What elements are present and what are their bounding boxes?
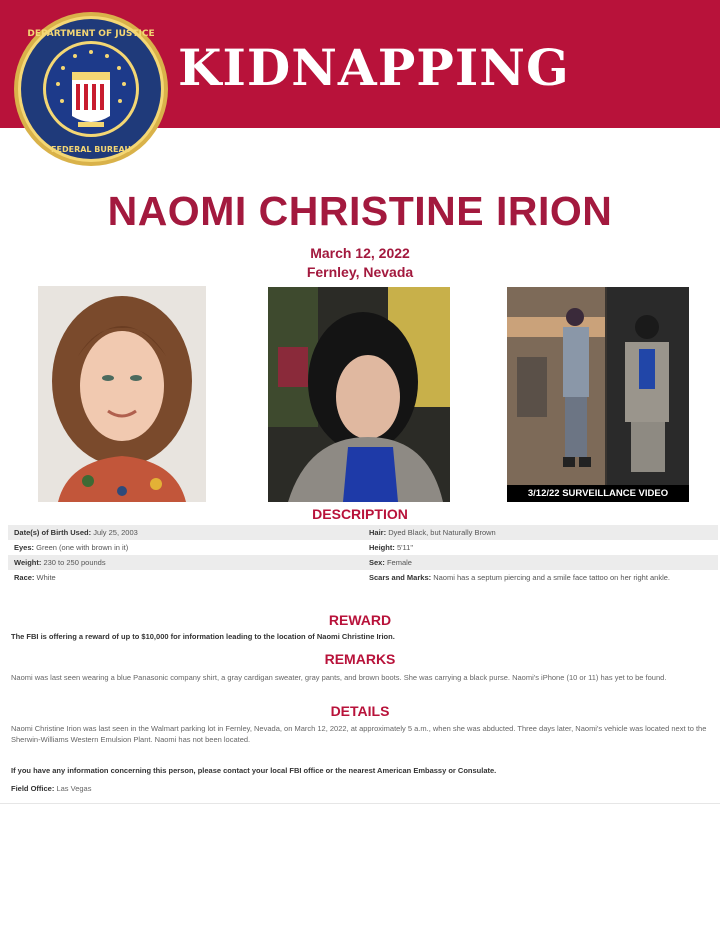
portrait-photo <box>38 286 206 502</box>
incident-date: March 12, 2022 <box>310 245 410 261</box>
description-table <box>8 525 718 585</box>
race-label: Race: <box>14 573 35 582</box>
contact-text: If you have any information concerning this person, please contact your local FBI office or the nearest American Embassy or Consulate. <box>11 766 497 775</box>
page-bottom-edge <box>0 803 720 804</box>
eyes-value: Green (one with brown in it) <box>36 543 129 552</box>
incident-place: Fernley, Nevada <box>306 264 414 280</box>
remarks-text: Naomi was last seen wearing a blue Panasonic company shirt, a gray cardigan sweater, gray pants, and brown boots. She was carrying a black purse. Naomi's iPhone (10 or 11) has yet to be found. <box>11 673 667 682</box>
details-text: Naomi Christine Irion was last seen in the Walmart parking lot in Fernley, Nevada, on March 12, 2022, at approximately 5 a.m., when she was abducted. Three days later, Naomi's vehicle was located next to the Sherwin-Williams Western Emulsion Plant. Naomi has not been located. <box>11 724 707 744</box>
fbi-seal-icon <box>12 10 170 168</box>
surveillance-photo <box>507 287 689 502</box>
table-row <box>8 570 718 585</box>
reward-text: The FBI is offering a reward of up to $10,000 for information leading to the location of Naomi Christine Irion. <box>11 632 395 641</box>
sex-label: Sex: <box>369 558 385 567</box>
details-heading: DETAILS <box>330 703 390 719</box>
remarks-heading: REMARKS <box>324 651 396 667</box>
store-photo <box>268 287 450 502</box>
field-office-label: Field Office: <box>11 784 55 793</box>
svg-text:DEPARTMENT OF JUSTICE: DEPARTMENT OF JUSTICE <box>27 29 155 39</box>
sex-value: Female <box>386 558 412 567</box>
subject-name: NAOMI CHRISTINE IRION <box>107 188 613 234</box>
surveillance-caption: 3/12/22 SURVEILLANCE VIDEO <box>507 485 689 502</box>
weight-label: Weight: <box>14 558 42 567</box>
eyes-label: Eyes: <box>14 543 35 552</box>
scars-label: Scars and Marks: <box>369 573 432 582</box>
race-value: White <box>36 573 56 582</box>
table-row <box>8 525 718 540</box>
hair-value: Dyed Black, but Naturally Brown <box>388 528 496 537</box>
table-row <box>8 540 718 555</box>
height-label: Height: <box>369 543 395 552</box>
table-row <box>8 555 718 570</box>
hair-label: Hair: <box>369 528 387 537</box>
reward-heading: REWARD <box>328 612 392 628</box>
description-heading: DESCRIPTION <box>312 506 408 522</box>
svg-text:FEDERAL BUREAU: FEDERAL BUREAU <box>51 145 131 154</box>
weight-value: 230 to 250 pounds <box>43 558 106 567</box>
height-value: 5'11" <box>396 543 413 552</box>
dob-value: July 25, 2003 <box>93 528 138 537</box>
field-office-value: Las Vegas <box>56 784 92 793</box>
field-office <box>11 784 707 793</box>
scars-value: Naomi has a septum piercing and a smile face tattoo on her right ankle. <box>433 573 671 582</box>
dob-label: Date(s) of Birth Used: <box>14 528 92 537</box>
banner-title: KIDNAPPING <box>178 38 570 97</box>
